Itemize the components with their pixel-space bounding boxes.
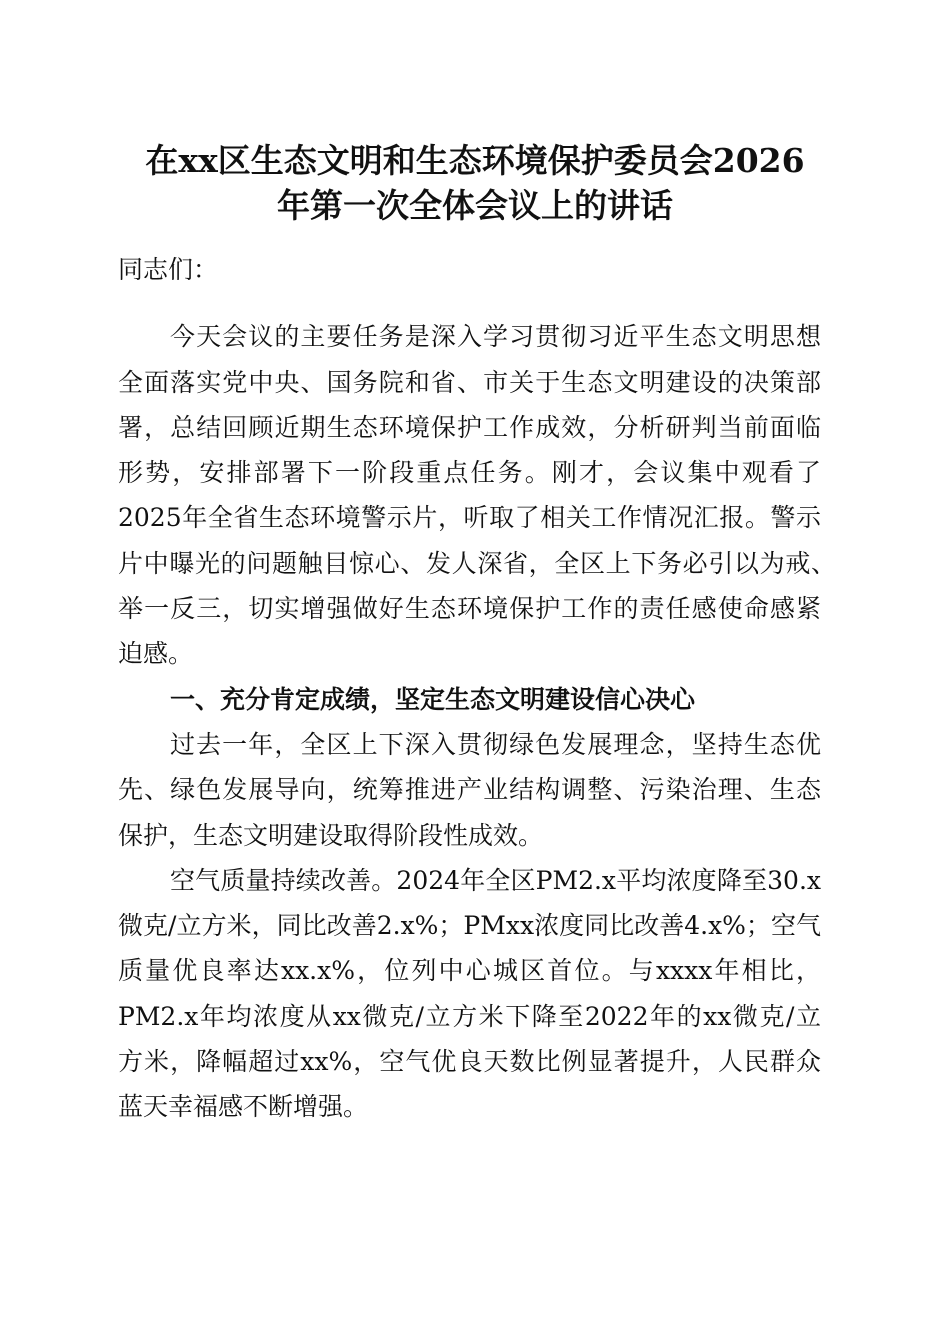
paragraph-achievements [118, 722, 821, 858]
text-line: 今天会议的主要任务是深入学习贯彻习近平生态文明思想 [170, 322, 821, 352]
paragraph-air-quality [118, 858, 821, 1130]
text-line: PM2.x年均浓度从xx微克/立方米下降至2022年的xx微克/立 [118, 1001, 821, 1031]
text-line: 蓝天幸福感不断增强。 [118, 1092, 369, 1122]
text-line: 迫感。 [118, 639, 194, 669]
text-line: 先、绿色发展导向，统筹推进产业结构调整、污染治理、生态 [118, 775, 821, 805]
salutation: 同志们： [118, 255, 219, 284]
text-line: 片中曝光的问题触目惊心、发人深省，全区上下务必引以为戒、 [118, 548, 836, 578]
text-line: 保护，生态文明建设取得阶段性成效。 [118, 820, 544, 850]
text-line: 举一反三，切实增强做好生态环境保护工作的责任感使命感紧 [118, 594, 821, 624]
text-line: 质量优良率达xx.x%，位列中心城区首位。与xxxx年相比， [118, 956, 821, 986]
text-line: 2025年全省生态环境警示片，听取了相关工作情况汇报。警示 [118, 503, 821, 533]
document-body [118, 247, 836, 1130]
text-line: 过去一年，全区上下深入贯彻绿色发展理念，坚持生态优 [170, 729, 821, 759]
text-line: 全面落实党中央、国务院和省、市关于生态文明建设的决策部 [118, 367, 821, 397]
text-line: 方米，降幅超过xx%，空气优良天数比例显著提升，人民群众 [118, 1047, 821, 1077]
text-line: 空气质量持续改善。2024年全区PM2.x平均浓度降至30.x [170, 865, 821, 895]
text-line: 署，总结回顾近期生态环境保护工作成效，分析研判当前面临 [118, 412, 821, 442]
text-line: 微克/立方米，同比改善2.x%；PMxx浓度同比改善4.x%；空气 [118, 911, 821, 941]
text-line: 形势，安排部署下一阶段重点任务。刚才，会议集中观看了 [118, 458, 821, 488]
section-heading: 一、充分肯定成绩，坚定生态文明建设信心决心 [170, 684, 696, 714]
paragraph-intro [118, 314, 836, 676]
document-title-line-1: 在xx区生态文明和生态环境保护委员会2026 [145, 141, 805, 180]
document-title-line-2: 年第一次全体会议上的讲话 [277, 186, 673, 225]
